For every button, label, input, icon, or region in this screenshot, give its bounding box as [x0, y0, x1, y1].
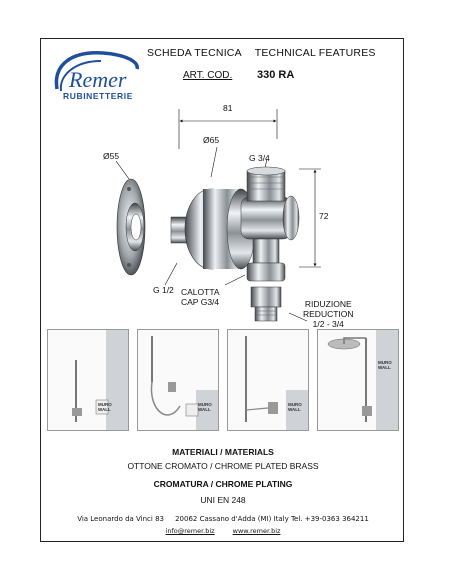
logo-text: Remer	[69, 67, 127, 92]
email-link[interactable]: info@remer.biz	[165, 527, 215, 535]
plating-value: UNI EN 248	[200, 495, 246, 505]
dimension-width: 81	[223, 103, 233, 113]
product-illustration	[41, 99, 405, 329]
title-english: TECHNICAL FEATURES	[254, 47, 376, 59]
reduction-label-italian: RIDUZIONE	[304, 299, 352, 309]
materials-title: MATERIALI / MATERIALS	[172, 447, 274, 457]
cap-label-italian: CALOTTA	[181, 287, 220, 297]
cap-label-english-row	[181, 297, 220, 307]
cap-label	[181, 287, 220, 307]
technical-sheet	[40, 38, 404, 542]
dimension-height: 72	[319, 211, 329, 221]
cap-thread: G3/4	[200, 297, 220, 307]
thread-top-label: G 3/4	[249, 153, 270, 163]
installation-thumb-3	[227, 329, 309, 431]
thread-inlet-label: G 1/2	[153, 285, 174, 295]
installation-thumb-1	[47, 329, 129, 431]
company-address: Via Leonardo da Vinci 83 20062 Cassano d'Adda (MI) Italy Tel. +39-0363 364211	[77, 515, 369, 523]
wall-label: MURO WALL	[98, 402, 112, 412]
title-italian: SCHEDA TECNICA	[147, 47, 242, 59]
materials-value: OTTONE CROMATO / CHROME PLATED BRASS	[127, 461, 319, 471]
wall-label: MURO WALL	[288, 402, 302, 412]
contact-links	[41, 527, 405, 535]
dimension-diameter-small: Ø55	[103, 151, 120, 161]
wall-label: MURO WALL	[198, 402, 212, 412]
website-link[interactable]: www.remer.biz	[232, 527, 281, 535]
reduction-label-english: REDUCTION	[303, 309, 354, 319]
installation-thumb-4	[317, 329, 399, 431]
sheet-title	[147, 47, 386, 59]
plating-title: CROMATURA / CHROME PLATING	[153, 479, 293, 489]
installation-examples	[47, 329, 399, 433]
technical-drawing	[41, 99, 405, 329]
cap-label-english: CAP	[181, 297, 199, 307]
article-code-value: 330 RA	[257, 69, 295, 81]
installation-thumb-2	[137, 329, 219, 431]
article-code-label: ART. COD.	[183, 70, 233, 81]
reduction-label	[303, 299, 354, 329]
wall-label-upper: MURO WALL	[378, 360, 392, 370]
brand-subtitle: RUBINETTERIE	[62, 91, 133, 101]
reduction-size: 1/2 - 3/4	[312, 319, 344, 329]
dimension-diameter-large: Ø65	[203, 135, 220, 145]
